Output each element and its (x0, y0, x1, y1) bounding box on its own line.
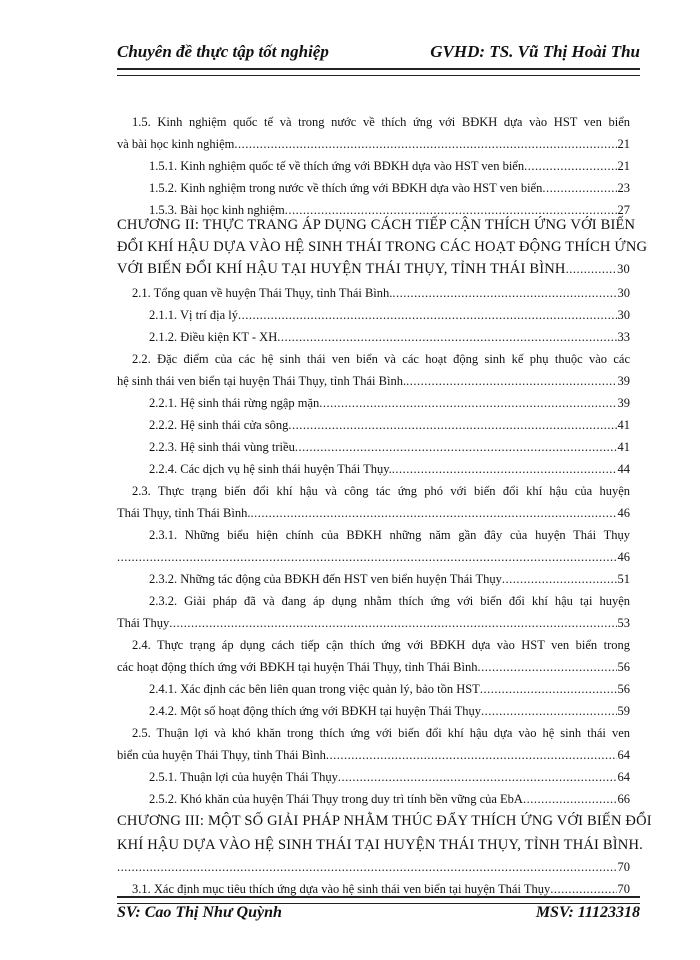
footer-divider (117, 896, 640, 904)
toc-entry-2-4-2[interactable]: 2.4.2. Một số hoạt động thích ứng với BĐKH tại huyện Thái Thụy ..... 59 (149, 700, 630, 722)
toc-page-number: 59 (617, 704, 630, 718)
toc-entry-2-3-1-line1[interactable]: 2.3.1. Những biểu hiện chính của BĐKH những năm gần đây của huyện Thái Thụy (149, 528, 630, 542)
toc-page-number: 51 (617, 572, 630, 586)
header-left-title: Chuyên đề thực tập tốt nghiệp (117, 42, 329, 61)
page-header (117, 38, 640, 68)
toc-page-number: 70 (617, 860, 630, 874)
toc-entry-2-3-line1[interactable]: 2.3. Thực trạng biến đổi khí hậu và công tác ứng phó với biến đổi khí hậu của huyện (132, 484, 630, 498)
toc-page-number: 44 (617, 462, 630, 476)
toc-entry-1-5-2[interactable]: 1.5.2. Kinh nghiệm trong nước về thích ứng với BĐKH dựa vào HST ven biển ..... 23 (149, 177, 630, 199)
toc-page-number: 30 (617, 308, 630, 322)
toc-page-number: 39 (617, 396, 630, 410)
toc-entry-2-5-2[interactable]: 2.5.2. Khó khăn của huyện Thái Thụy trong duy trì tính bền vững của EbA ..... 66 (149, 788, 630, 810)
toc-page-number: 39 (617, 374, 630, 388)
toc-entry-1-5-line2[interactable]: và bài học kinh nghiệm ..... 21 (117, 133, 630, 155)
toc-entry-2-1-2[interactable]: 2.1.2. Điều kiện KT - XH ..... 33 (149, 326, 630, 348)
toc-page-number: 30 (617, 262, 630, 276)
toc-entry-2-1[interactable]: 2.1. Tổng quan về huyện Thái Thụy, tỉnh Thái Bình. ..... 30 (132, 282, 630, 304)
toc-entry-2-2-2[interactable]: 2.2.2. Hệ sinh thái cửa sông ..... 41 (149, 414, 630, 436)
toc-entry-2-3-1-line2[interactable] (117, 546, 630, 568)
toc-page-number: 56 (617, 660, 630, 674)
toc-entry-2-2-3[interactable]: 2.2.3. Hệ sinh thái vùng triều ..... 41 (149, 436, 630, 458)
toc-entry-2-3-2b-line2[interactable]: Thái Thụy ..... 53 (117, 612, 630, 634)
toc-entry-3-1[interactable]: 3.1. Xác định mục tiêu thích ứng dựa vào hệ sinh thái ven biển tại huyện Thái Thụy ..... 70 (132, 878, 630, 900)
toc-entry-2-5-line2[interactable]: biển của huyện Thái Thụy, tỉnh Thái Bình ..... 64 (117, 744, 630, 766)
toc-entry-1-5-1[interactable]: 1.5.1. Kinh nghiệm quốc tế về thích ứng với BĐKH dựa vào HST ven biển ..... 21 (149, 155, 630, 177)
toc-chapter-2-line2[interactable]: ĐỔI KHÍ HẬU DỰA VÀO HỆ SINH THÁI TRONG CÁC HOẠT ĐỘNG THÍCH ỨNG (117, 239, 648, 255)
toc-entry-2-2-1[interactable]: 2.2.1. Hệ sinh thái rừng ngập mặn ..... 39 (149, 392, 630, 414)
toc-entry-1-5-line1[interactable]: 1.5. Kinh nghiệm quốc tế và trong nước về thích ứng với BĐKH dựa vào HST ven biển (132, 115, 630, 129)
toc-page-number: 33 (617, 330, 630, 344)
toc-page-number: 23 (617, 181, 630, 195)
toc-entry-2-1-1[interactable]: 2.1.1. Vị trí địa lý ..... 30 (149, 304, 630, 326)
toc-page-number: 64 (617, 748, 630, 762)
footer-student-id: MSV: 11123318 (535, 904, 640, 921)
page-footer (117, 904, 640, 928)
header-right-title: GVHD: TS. Vũ Thị Hoài Thu (430, 42, 640, 61)
toc-page-number: 66 (617, 792, 630, 806)
toc-page-number: 56 (617, 682, 630, 696)
toc-chapter-2-line1[interactable]: CHƯƠNG II: THỰC TRANG ÁP DỤNG CÁCH TIẾP CẬN THÍCH ỨNG VỚI BIẾN (117, 217, 636, 233)
toc-chapter-2-line3[interactable]: VỚI BIẾN ĐỔI KHÍ HẬU TẠI HUYỆN THÁI THỤY, TỈNH THÁI BÌNH ..... 30 (117, 258, 630, 280)
toc-page-number: 46 (617, 506, 630, 520)
toc-page-number: 53 (617, 616, 630, 630)
toc-entry-1-5-3[interactable]: 1.5.3. Bài học kinh nghiệm ..... 27 (149, 199, 630, 221)
footer-student-name: SV: Cao Thị Như Quỳnh (117, 904, 282, 921)
toc-entry-2-3-2b-line1[interactable]: 2.3.2. Giải pháp đã và đang áp dụng nhằm thích ứng với biến đổi khí hậu tại huyện (149, 594, 630, 608)
toc-page-number: 21 (617, 159, 630, 173)
toc-chapter-3-line2[interactable]: KHÍ HẬU DỰA VÀO HỆ SINH THÁI TẠI HUYỆN THÁI THỤY, TỈNH THÁI BÌNH. (117, 837, 643, 853)
toc-entry-2-5-1[interactable]: 2.5.1. Thuận lợi của huyện Thái Thụy ..... 64 (149, 766, 630, 788)
toc-entry-2-2-4[interactable]: 2.2.4. Các dịch vụ hệ sinh thái huyện Thái Thụy. ..... 44 (149, 458, 630, 480)
toc-page-number: 21 (617, 137, 630, 151)
toc-entry-2-3-line2[interactable]: Thái Thụy, tỉnh Thái Bình. ..... 46 (117, 502, 630, 524)
toc-entry-2-5-line1[interactable]: 2.5. Thuận lợi và khó khăn trong thích ứng với biến đổi khí hậu dựa vào hệ sinh thái ven (132, 726, 630, 740)
toc-entry-2-4-line1[interactable]: 2.4. Thực trạng áp dụng cách tiếp cận thích ứng với BĐKH dựa vào HST ven biển trong (132, 638, 630, 652)
toc-page-number: 70 (617, 882, 630, 896)
toc-page-number: 27 (617, 203, 630, 217)
toc-entry-2-4-line2[interactable]: các hoạt động thích ứng với BĐKH tại huyện Thái Thụy, tỉnh Thái Bình ..... 56 (117, 656, 630, 678)
toc-page-number: 46 (617, 550, 630, 564)
toc-entry-2-3-2[interactable]: 2.3.2. Những tác động của BĐKH đến HST ven biển huyện Thái Thụy ..... 51 (149, 568, 630, 590)
toc-chapter-3-page[interactable] (117, 856, 630, 878)
toc-entry-2-2-line1[interactable]: 2.2. Đặc điểm của các hệ sinh thái ven biển và các hoạt động sinh kế phụ thuộc vào các (132, 352, 630, 366)
toc-entry-2-2-line2[interactable]: hệ sinh thái ven biển tại huyện Thái Thụy, tỉnh Thái Bình. ..... 39 (117, 370, 630, 392)
toc-page-number: 30 (617, 286, 630, 300)
header-divider (117, 68, 640, 76)
toc-page-number: 41 (617, 440, 630, 454)
toc-page-number: 41 (617, 418, 630, 432)
toc-entry-2-4-1[interactable]: 2.4.1. Xác định các bên liên quan trong việc quản lý, bảo tồn HST ..... 56 (149, 678, 630, 700)
toc-page-number: 64 (617, 770, 630, 784)
toc-chapter-3-line1[interactable]: CHƯƠNG III: MỘT SỐ GIẢI PHÁP NHẰM THÚC ĐẨY THÍCH ỨNG VỚI BIẾN ĐỔI (117, 813, 652, 829)
